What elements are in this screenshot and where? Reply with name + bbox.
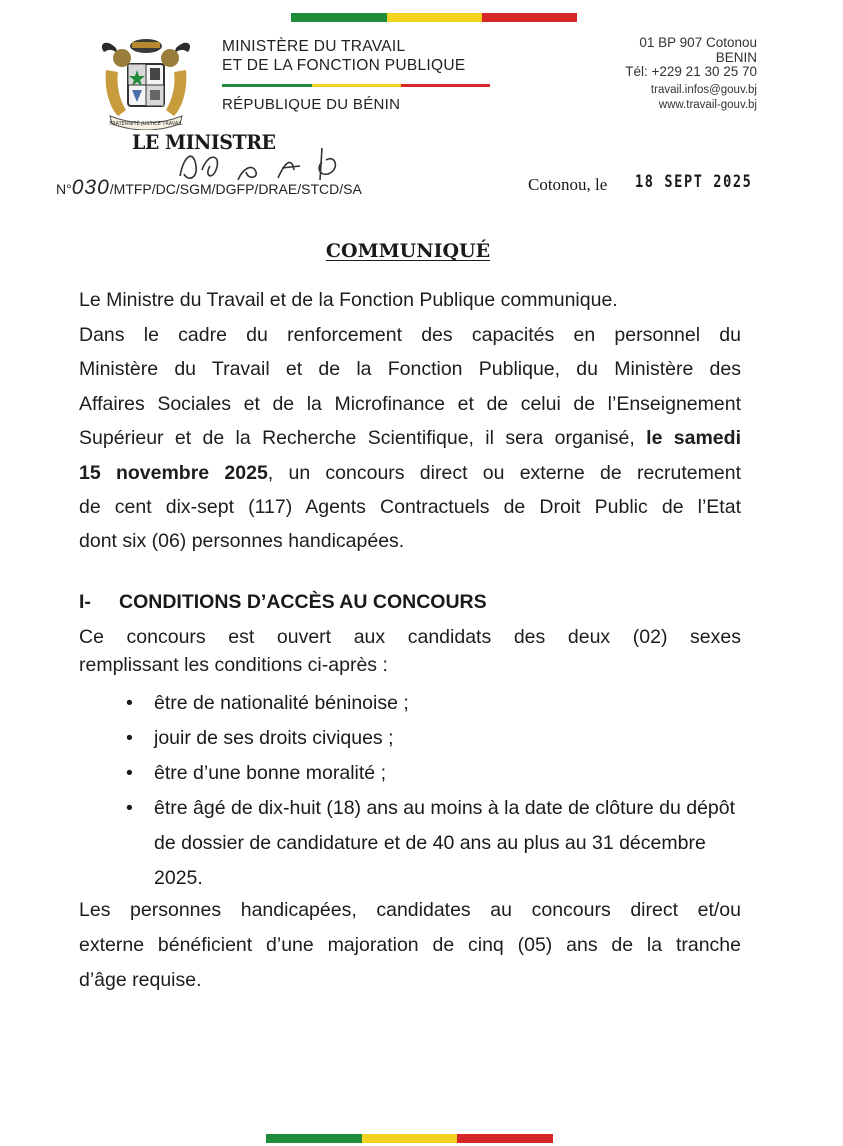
closing-line: Les personnes handicapées, candidates au concours direct et/ou [79, 899, 741, 921]
section-intro-line: Ce concours est ouvert aux candidats des deux (02) sexes [79, 626, 741, 648]
paragraph-text: , un concours direct ou externe de recrutement [267, 461, 741, 484]
section-number: I- [79, 591, 91, 613]
paragraph-line: Affaires Sociales et de la Microfinance et de celui de l’Enseignement [79, 392, 741, 415]
flag-yellow-stripe [362, 1134, 458, 1143]
signatory-stamp: LE MINISTRE [132, 130, 276, 154]
list-item: • être de nationalité béninoise ; [126, 686, 741, 721]
rule-red-stripe [401, 84, 490, 87]
section-heading [79, 591, 487, 614]
reference-prefix: N° [56, 181, 72, 197]
closing-line: externe bénéficient d’une majoration de cinq (05) ans de la tranche [79, 934, 741, 956]
closing-line: d’âge requise. [79, 969, 202, 991]
section-intro [79, 623, 741, 679]
flag-yellow-stripe [387, 13, 482, 22]
coat-of-arms-icon [96, 30, 196, 130]
svg-text:FRATERNITÉ JUSTICE TRAVAIL: FRATERNITÉ JUSTICE TRAVAIL [109, 121, 183, 127]
paragraph-line [79, 421, 741, 455]
intro-paragraph: Le Ministre du Travail et de la Fonction Publique communique. [79, 289, 618, 311]
reference-number [56, 176, 362, 200]
reference-handwritten-number: 030 [71, 176, 110, 199]
paragraph-line: dont six (06) personnes handicapées. [79, 530, 405, 553]
exam-day-emphasis: le samedi [646, 427, 741, 450]
contact-phone: Tél: +229 21 30 25 70 [625, 64, 757, 79]
flag-green-stripe [291, 13, 387, 22]
rule-green-stripe [222, 84, 312, 87]
republic-name: RÉPUBLIQUE DU BÉNIN [222, 96, 401, 113]
list-item: • être d’une bonne moralité ; [126, 756, 741, 791]
paragraph-line: de cent dix-sept (117) Agents Contractuels de Droit Public de l’Etat [79, 495, 741, 518]
list-item: • être âgé de dix-huit (18) ans au moins à la date de clôture du dépôt de dossier de candidature et de 40 ans au plus au 31 décembre 2025. [126, 791, 741, 896]
document-title: COMMUNIQUÉ [325, 240, 491, 262]
paragraph-text: Supérieur et de la Recherche Scientifique, il sera organisé, [79, 427, 647, 450]
ministry-name-line1: MINISTÈRE DU TRAVAIL [222, 38, 406, 55]
contact-po-box: 01 BP 907 Cotonou [639, 35, 757, 50]
contact-website: www.travail-gouv.bj [658, 99, 757, 111]
list-item: • jouir de ses droits civiques ; [126, 721, 741, 756]
rule-yellow-stripe [312, 84, 401, 87]
paragraph-line [79, 456, 741, 490]
flag-bar-bottom [266, 1134, 553, 1143]
date-place: Cotonou, le [528, 175, 608, 194]
header-flag-rule [222, 84, 490, 87]
section-title: CONDITIONS D’ACCÈS AU CONCOURS [119, 591, 487, 613]
flag-green-stripe [266, 1134, 362, 1143]
exam-date-emphasis: 15 novembre 2025 [79, 461, 268, 484]
flag-red-stripe [482, 13, 577, 22]
paragraph-line: Ministère du Travail et de la Fonction Publique, du Ministère des [79, 358, 741, 381]
paragraph-line: Dans le cadre du renforcement des capacités en personnel du [79, 324, 741, 346]
contact-country: BENIN [715, 50, 757, 65]
closing-paragraph [79, 893, 741, 998]
reference-suffix: /MTFP/DC/SGM/DGFP/DRAE/STCD/SA [109, 181, 362, 197]
conditions-list [126, 686, 741, 896]
flag-bar-top [291, 13, 577, 22]
flag-red-stripe [457, 1134, 553, 1143]
ministry-name-line2: ET DE LA FONCTION PUBLIQUE [222, 57, 466, 74]
main-paragraph [79, 318, 741, 559]
date-stamp: 18 SEPT 2025 [635, 172, 753, 192]
section-intro-line: remplissant les conditions ci-après : [79, 654, 388, 676]
contact-email: travail.infos@gouv.bj [650, 84, 757, 96]
